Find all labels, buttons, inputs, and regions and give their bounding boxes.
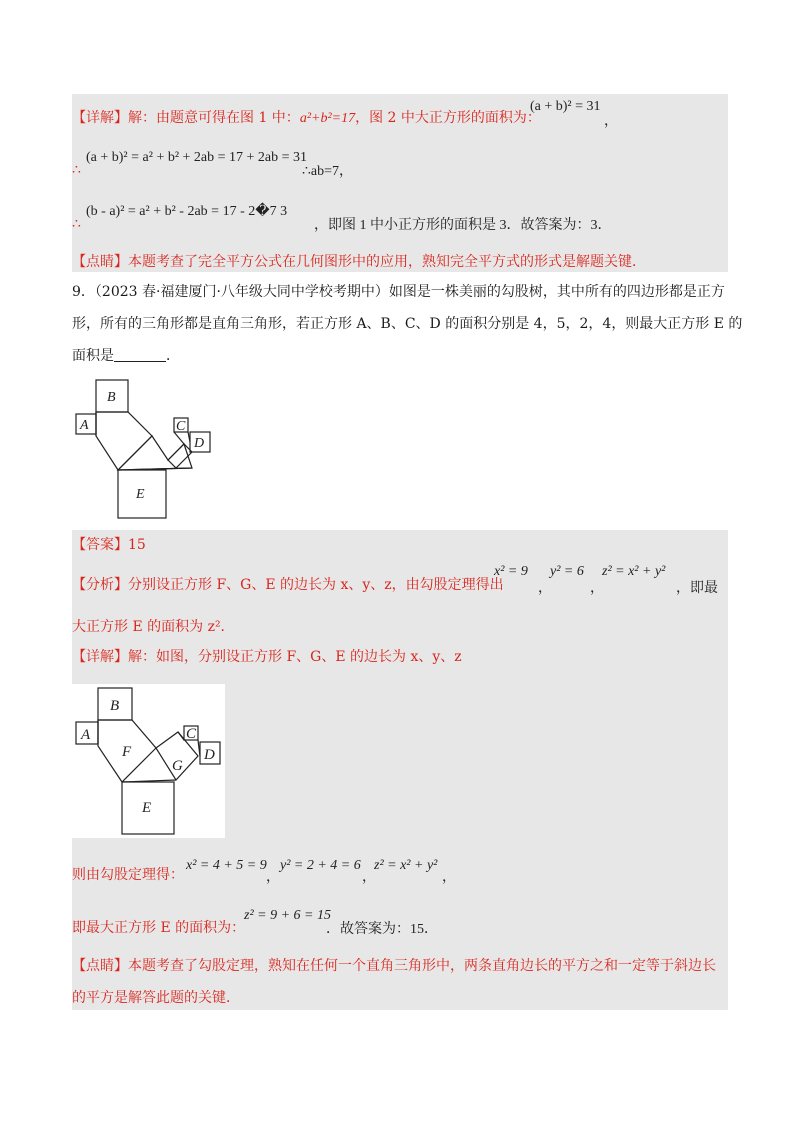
eq-expand: (a + b)² = a² + b² + 2ab = 17 + 2ab = 31 — [86, 150, 308, 165]
detail-text-2: 解：如图，分别设正方形 F、G、E 的边长为 x、y、z — [128, 649, 462, 665]
label-A: A — [81, 727, 91, 743]
analysis-eq1: x² = 9 — [494, 564, 528, 579]
eq-a2b2: a²+b²=17 — [299, 111, 356, 126]
detail-text: 解：由题意可得在图 1 中： — [128, 110, 300, 126]
detail-tag-2: 【详解】 — [72, 649, 128, 665]
analysis-tag: 【分析】 — [72, 577, 128, 593]
solution-line1-text: 则由勾股定理得： — [72, 867, 184, 883]
label-B: B — [107, 390, 116, 405]
q9-text3: 面积是 — [72, 348, 114, 364]
label-A: A — [80, 418, 89, 433]
solution-eq2: y² = 2 + 4 = 6 — [280, 858, 361, 873]
therefore-symbol-2: ∴ — [72, 216, 81, 232]
label-D: D — [194, 436, 205, 451]
analysis-line1 — [72, 575, 504, 595]
label-C: C — [176, 419, 186, 434]
analysis-eq2: y² = 6 — [550, 564, 584, 579]
label-F: F — [122, 744, 132, 760]
analysis-sep1: ， — [538, 581, 552, 596]
pythagoras-tree-figure-1 — [72, 376, 222, 524]
eq-comma: ， — [604, 114, 618, 129]
analysis-line2: 大正方形 E 的面积为 z²． — [72, 619, 235, 635]
detail-line — [72, 647, 462, 667]
q9-text1: 如图是一株美丽的勾股树，其中所有的四边形都是正方 — [388, 284, 725, 300]
solution-eq4: z² = 9 + 6 = 15 — [244, 908, 331, 923]
comment-tag-2: 【点睛】 — [72, 958, 128, 974]
label-E: E — [142, 800, 152, 816]
prev-detail-line1 — [72, 108, 541, 129]
square-F — [96, 412, 152, 470]
q9-line1 — [72, 282, 725, 302]
eq-diff: (b - a)² = a² + b² - 2ab = 17 - 2�7 3 — [86, 204, 288, 219]
ab-result: ∴ab=7， — [302, 164, 354, 179]
comment-line2: 的平方是解答此题的关键． — [72, 990, 240, 1006]
square-G — [168, 444, 192, 468]
solution-sep2: ， — [362, 870, 376, 885]
comment-text-1: 本题考查了勾股定理，熟知在任何一个直角三角形中，两条直角边长的平方之和一定等于斜边长 — [128, 958, 716, 974]
answer-blank — [114, 347, 166, 362]
comment-text: 本题考查了完全平方公式在几何图形中的应用，熟知完全平方式的形式是解题关键． — [128, 254, 646, 270]
therefore-symbol: ∴ — [72, 162, 81, 178]
pythagoras-tree-figure-2 — [72, 684, 225, 838]
analysis-text: 分别设正方形 F、G、E 的边长为 x、y、z，由勾股定理得出 — [128, 577, 504, 593]
solution-eq3: z² = x² + y² — [374, 858, 438, 873]
q9-source: （2023 春·福建厦门·八年级大同中学校考期中） — [94, 284, 389, 300]
solution-sep3: ， — [442, 870, 456, 885]
q9-line2: 形，所有的三角形都是直角三角形，若正方形 A、B、C、D 的面积分别是 4，5，2，4，则最大正方形 E 的 — [72, 316, 743, 332]
solution-eq1: x² = 4 + 5 = 9 — [186, 858, 267, 873]
label-G: G — [172, 758, 183, 774]
eq-square-sum: (a + b)² = 31 — [530, 99, 601, 114]
answer-tag: 【答案】 — [72, 537, 128, 553]
analysis-eq3: z² = x² + y² — [602, 564, 666, 579]
answer-line — [72, 535, 146, 555]
answer-value: 15 — [128, 537, 146, 553]
label-D: D — [204, 747, 215, 763]
comment-tag: 【点睛】 — [72, 254, 128, 270]
solution-line2-text: 即最大正方形 E 的面积为： — [72, 920, 246, 936]
q9-number: 9． — [72, 284, 95, 300]
label-B: B — [110, 698, 120, 714]
q9-line3 — [72, 346, 180, 366]
label-C: C — [186, 726, 197, 742]
detail-tag: 【详解】 — [72, 110, 128, 126]
prev-comment-line — [72, 252, 646, 272]
solution-line2-end: ．故答案为：15． — [326, 922, 438, 937]
detail-end: ，即图 1 中小正方形的面积是 3．故答案为：3． — [314, 218, 612, 233]
comment-line1 — [72, 956, 716, 976]
solution-sep1: ， — [266, 870, 280, 885]
analysis-end: ，即最 — [676, 581, 718, 596]
analysis-sep2: ， — [590, 581, 604, 596]
detail-text2: ，图 2 中大正方形的面积为： — [355, 110, 541, 126]
label-E: E — [136, 487, 145, 502]
q9-text3-end: ． — [166, 348, 180, 364]
